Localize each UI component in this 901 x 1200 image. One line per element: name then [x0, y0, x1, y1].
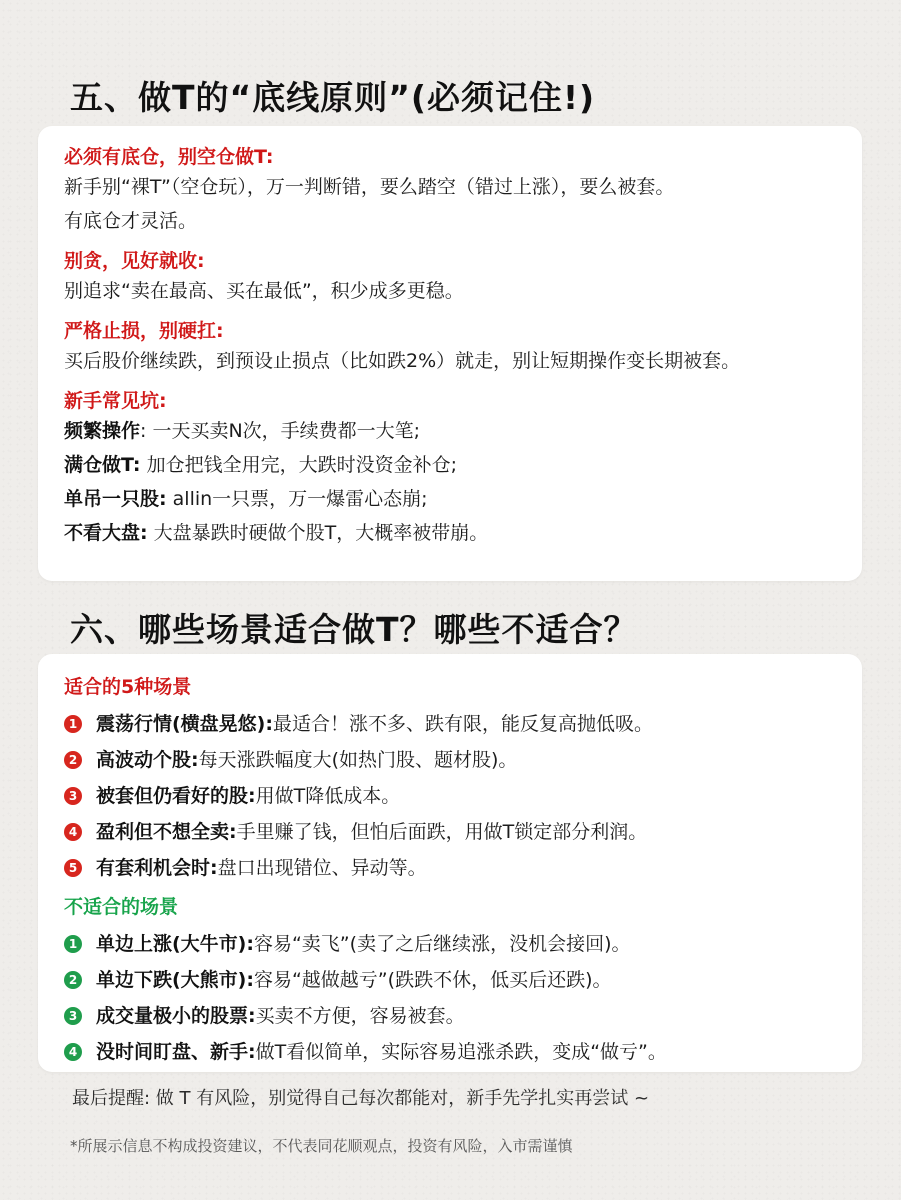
- number-badge-icon: 2: [64, 751, 82, 769]
- scenario-text: 盘口出现错位、异动等。: [217, 857, 427, 879]
- scenario-label: 成交量极小的股票:: [96, 1005, 256, 1027]
- principle-text: 买后股价继续跌，到预设止损点（比如跌2%）就走，别让短期操作变长期被套。: [64, 350, 741, 372]
- scenario-label: 单边下跌(大熊市):: [96, 969, 254, 991]
- principle-heading: 严格止损，别硬扛:: [64, 320, 224, 342]
- pitfall-text: 大盘暴跌时硬做个股T，大概率被带崩。: [147, 522, 489, 544]
- unsuitable-item: [64, 962, 836, 998]
- principle-text: 有底仓才灵活。: [64, 210, 198, 232]
- scenario-label: 有套利机会时:: [96, 857, 218, 879]
- pitfall-text: allin一只票，万一爆雷心态崩;: [166, 488, 428, 510]
- final-reminder: 最后提醒: 做 T 有风险，别觉得自己每次都能对，新手先学扎实再尝试 ~: [72, 1088, 650, 1109]
- suitable-item: [64, 850, 836, 886]
- section-6-title: 六、哪些场景适合做T？哪些不适合？: [70, 610, 638, 649]
- number-badge-icon: 5: [64, 859, 82, 877]
- number-badge-icon: 1: [64, 715, 82, 733]
- scenario-text: 容易“卖飞”(卖了之后继续涨，没机会接回)。: [253, 933, 631, 955]
- principle-heading: 别贪，见好就收:: [64, 250, 205, 272]
- unsuitable-heading: 不适合的场景: [64, 896, 179, 918]
- scenario-text: 用做T降低成本。: [255, 785, 401, 807]
- unsuitable-item: [64, 1034, 836, 1070]
- scenario-label: 没时间盯盘、新手:: [96, 1041, 256, 1063]
- number-badge-icon: 3: [64, 787, 82, 805]
- principles-card: [38, 126, 862, 581]
- scenario-text: 买卖不方便，容易被套。: [255, 1005, 465, 1027]
- scenario-text: 容易“越做越亏”(跌跌不休，低买后还跌)。: [253, 969, 612, 991]
- pitfall-item: [64, 516, 836, 550]
- scenario-label: 盈利但不想全卖:: [96, 821, 237, 843]
- suitable-item: [64, 778, 836, 814]
- number-badge-icon: 4: [64, 823, 82, 841]
- scenario-label: 高波动个股:: [96, 749, 199, 771]
- pitfall-text: 加仓把钱全用完，大跌时没资金补仓;: [140, 454, 457, 476]
- number-badge-icon: 2: [64, 971, 82, 989]
- unsuitable-item: [64, 998, 836, 1034]
- principle-text: 别追求“卖在最高、买在最低”，积少成多更稳。: [64, 280, 464, 302]
- pitfall-text: : 一天买卖N次，手续费都一大笔;: [140, 420, 421, 442]
- suitable-heading: 适合的5种场景: [64, 676, 192, 698]
- unsuitable-item: [64, 926, 836, 962]
- number-badge-icon: 3: [64, 1007, 82, 1025]
- pitfall-label: 单吊一只股:: [64, 488, 167, 510]
- number-badge-icon: 4: [64, 1043, 82, 1061]
- section-5-title: 五、做T的“底线原则”(必须记住!): [70, 78, 596, 117]
- pitfall-label: 频繁操作: [64, 420, 141, 442]
- scenario-label: 被套但仍看好的股:: [96, 785, 256, 807]
- scenario-text: 做T看似简单，实际容易追涨杀跌，变成“做亏”。: [255, 1041, 667, 1063]
- scenarios-card: [38, 654, 862, 1072]
- pitfall-item: [64, 414, 836, 448]
- suitable-item: [64, 814, 836, 850]
- scenario-text: 每天涨跌幅度大(如热门股、题材股)。: [198, 749, 518, 771]
- pitfall-item: [64, 448, 836, 482]
- disclaimer: *所展示信息不构成投资建议，不代表同花顺观点，投资有风险，入市需谨慎: [70, 1137, 573, 1155]
- principle-text: 新手别“裸T”（空仓玩），万一判断错，要么踏空（错过上涨），要么被套。: [64, 176, 675, 198]
- scenario-label: 震荡行情(横盘晃悠):: [96, 713, 273, 735]
- pitfall-label: 不看大盘:: [64, 522, 148, 544]
- scenario-text: 最适合！涨不多、跌有限，能反复高抛低吸。: [272, 713, 653, 735]
- pitfalls-heading: 新手常见坑:: [64, 390, 167, 412]
- number-badge-icon: 1: [64, 935, 82, 953]
- pitfall-label: 满仓做T:: [64, 454, 141, 476]
- suitable-item: [64, 742, 836, 778]
- suitable-item: [64, 706, 836, 742]
- pitfall-item: [64, 482, 836, 516]
- scenario-text: 手里赚了钱，但怕后面跌，用做T锁定部分利润。: [236, 821, 648, 843]
- scenario-label: 单边上涨(大牛市):: [96, 933, 254, 955]
- principle-heading: 必须有底仓，别空仓做T:: [64, 146, 274, 168]
